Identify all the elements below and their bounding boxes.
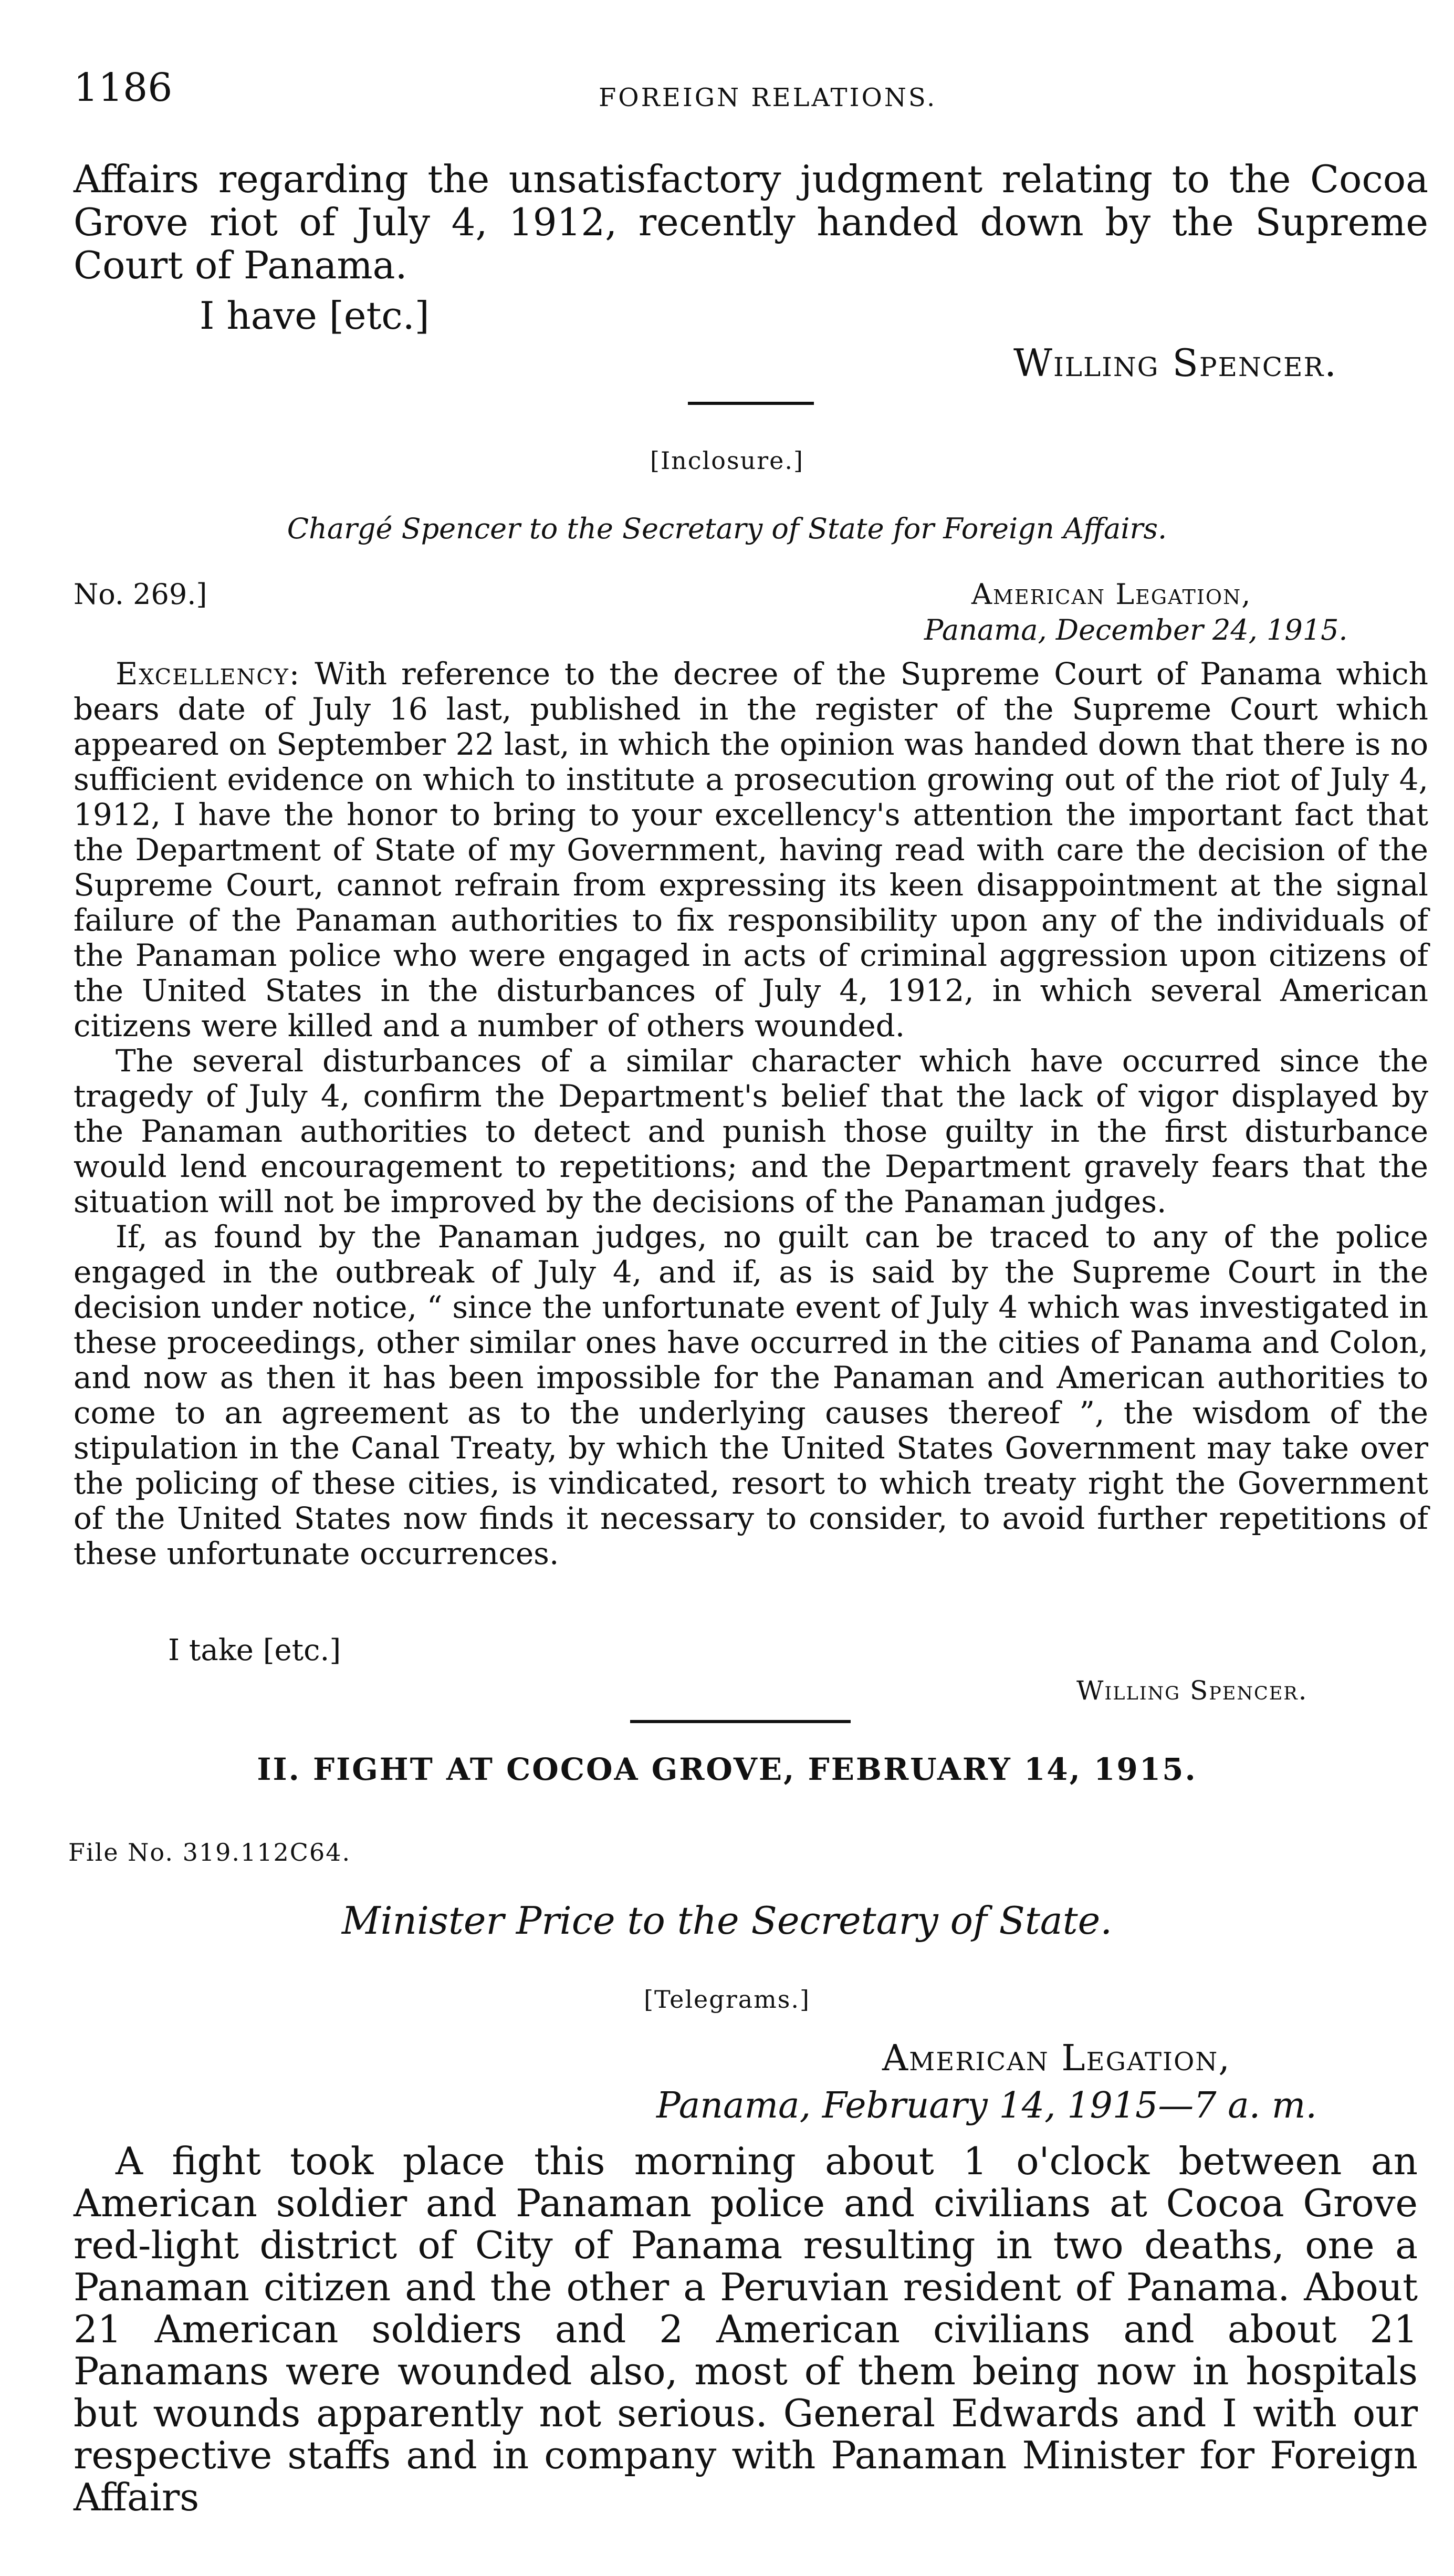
telegrams-label: [Telegrams.] — [644, 1985, 810, 2014]
running-title: FOREIGN RELATIONS. — [599, 83, 937, 112]
inclosure-dateline: Panama, December 24, 1915. — [924, 613, 1348, 646]
telegram-title: Minister Price to the Secretary of State. — [341, 1899, 1113, 1943]
telegram-body — [74, 2140, 1418, 2518]
separator-rule — [688, 402, 814, 405]
inclosure-closing: I take [etc.] — [168, 1633, 341, 1667]
letter-continuation — [74, 158, 1428, 287]
file-number: File No. 319.112C64. — [68, 1838, 351, 1866]
letter-signature: Willing Spencer. — [1013, 341, 1337, 385]
inclosure-number: No. 269.] — [74, 578, 207, 611]
inclosure-place: American Legation, — [971, 578, 1252, 611]
inclosure-label: [Inclosure.] — [650, 446, 804, 475]
telegram-place: American Legation, — [882, 2038, 1231, 2079]
inclosure-body — [74, 656, 1428, 1571]
telegram-dateline: Panama, February 14, 1915—7 a. m. — [656, 2085, 1317, 2126]
letter-closing: I have [etc.] — [200, 294, 430, 338]
page-number: 1186 — [74, 65, 173, 110]
section-rule — [630, 1720, 851, 1723]
continuation-text: Affairs regarding the unsatisfactory judgment relating to the Cocoa Grove riot of July 4, 1912, recently handed down by the Supreme Court of Panama. — [74, 157, 1428, 287]
inclosure-paragraph-3: If, as found by the Panaman judges, no guilt can be traced to any of the police engaged in the outbreak of July 4, and if, as is said by the Supreme Court in the decision under notice, “ since the unfortunate event of July 4 which was investigated in these proceedings, other similar ones have occurred in the cities of Panama and Colon, and now as then it has been impossible for the Panaman and American authorities to come to an agreement as to the underlying causes thereof ”, the wisdom of the stipulation in the Canal Treaty, by which the United States Government may take over the policing of these cities, is vindicated, resort to which treaty right the Government of the United States now finds it necessary to consider, to avoid further repetitions of these unfortunate occurrences. — [74, 1219, 1428, 1571]
inclosure-signature: Willing Spencer. — [1076, 1675, 1308, 1706]
inclosure-paragraph-1: With reference to the decree of the Supreme Court of Panama which bears date of July 16 last, published in the register of the Supreme Court which appeared on September 22 last, in which the opinion was handed down that there is no sufficient evidence on which to institute a prosecution growing out of the riot of July 4, 1912, I have the honor to bring to your excellency's attention the important fact that the Department of State of my Government, having read with care the decision of the Supreme Court, cannot refrain from expressing its keen disappointment at the signal failure of the Panaman authorities to fix responsibility upon any of the individuals of the Panaman police who were engaged in acts of criminal aggression upon citizens of the United States in the disturbances of July 4, 1912, in which several American citizens were killed and a number of others wounded. — [74, 656, 1428, 1044]
inclosure-title: Chargé Spencer to the Secretary of State for Foreign Affairs. — [287, 512, 1167, 545]
section-heading: II. FIGHT AT COCOA GROVE, FEBRUARY 14, 1915. — [257, 1751, 1197, 1787]
telegram-paragraph: A fight took place this morning about 1 o'clock between an American soldier and Panaman police and civilians at Cocoa Grove red-light district of City of Panama resulting in two deaths, one a Panaman citizen and the other a Peruvian resident of Panama. About 21 American soldiers and 2 American civilians and about 21 Panamans were wounded also, most of them being now in hospitals but wounds apparently not serious. General Edwards and I with our respective staffs and in company with Panaman Minister for Foreign Affairs — [74, 2139, 1418, 2519]
running-header — [74, 65, 1428, 126]
inclosure-paragraph-2: The several disturbances of a similar character which have occurred since the tragedy of July 4, confirm the Department's belief that the lack of vigor displayed by the Panaman authorities to detect and punish those guilty in the first disturbance would lend encouragement to repetitions; and the Department gravely fears that the situation will not be improved by the decisions of the Panaman judges. — [74, 1043, 1428, 1219]
salutation: Excellency: — [116, 656, 301, 692]
